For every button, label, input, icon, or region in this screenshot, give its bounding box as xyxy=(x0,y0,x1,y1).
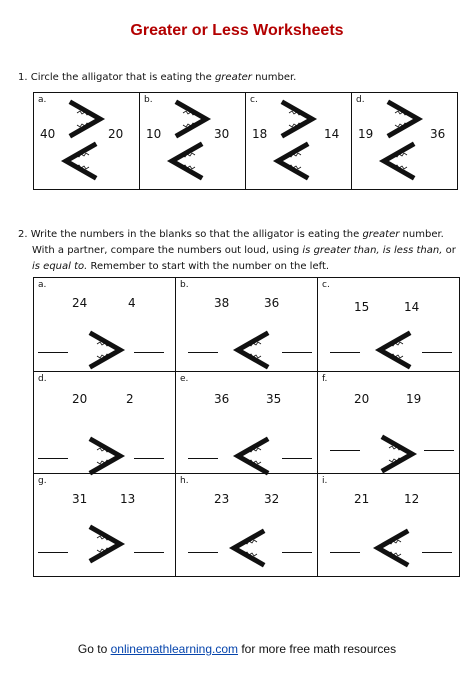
answer-blank-right[interactable] xyxy=(282,552,312,553)
q2-cell-label: e. xyxy=(180,374,189,384)
question-1-grid xyxy=(33,92,458,190)
question-2-line-1 xyxy=(18,227,468,243)
alligator-less-icon xyxy=(376,530,408,566)
answer-blank-right[interactable] xyxy=(422,352,452,353)
q1-cell-label: d. xyxy=(356,95,365,105)
question-1-instruction xyxy=(18,70,296,86)
q2-left-number: 20 xyxy=(72,392,88,406)
q1-cell-b xyxy=(140,93,246,190)
q2-cell-a xyxy=(34,278,176,372)
answer-blank-right[interactable] xyxy=(134,458,164,459)
answer-blank-left[interactable] xyxy=(38,352,68,353)
q2-cell-b xyxy=(176,278,318,372)
q2-right-number: 19 xyxy=(406,392,422,406)
q1-left-number: 40 xyxy=(40,127,56,141)
answer-blank-right[interactable] xyxy=(282,458,312,459)
q2-left-number: 36 xyxy=(214,392,230,406)
q1-right-number: 14 xyxy=(324,127,340,141)
q1-left-number: 18 xyxy=(252,127,268,141)
answer-blank-right[interactable] xyxy=(134,352,164,353)
q2-cell-g xyxy=(34,474,176,577)
q2-right-number: 12 xyxy=(404,492,420,506)
alligator-greater-icon[interactable] xyxy=(282,101,314,137)
answer-blank-left[interactable] xyxy=(188,458,218,459)
q1-cell-a xyxy=(34,93,140,190)
q2-cell-label: h. xyxy=(180,476,189,486)
answer-blank-left[interactable] xyxy=(330,352,360,353)
q1-cell-label: a. xyxy=(38,95,47,105)
q2-right-number: 32 xyxy=(264,492,280,506)
alligator-less-icon[interactable] xyxy=(170,143,202,179)
footer-text-before: Go to xyxy=(77,642,111,656)
q1-left-number: 10 xyxy=(146,127,162,141)
alligator-less-icon[interactable] xyxy=(382,143,414,179)
q2-left-number: 31 xyxy=(72,492,88,506)
question-1-number: 1. xyxy=(18,72,28,83)
alligator-less-icon xyxy=(232,530,264,566)
q2-right-number: 35 xyxy=(266,392,282,406)
q2-left-number: 38 xyxy=(214,296,230,310)
question-2-line2-before: With a partner, compare the numbers out loud, using xyxy=(32,245,303,256)
answer-blank-left[interactable] xyxy=(188,552,218,553)
alligator-less-icon xyxy=(236,438,268,474)
footer-text-after: for more free math resources xyxy=(238,642,397,656)
q2-right-number: 13 xyxy=(120,492,136,506)
answer-blank-left[interactable] xyxy=(330,552,360,553)
q2-cell-i xyxy=(318,474,460,577)
q1-cell-c xyxy=(246,93,352,190)
q2-left-number: 24 xyxy=(72,296,88,310)
q2-right-number: 14 xyxy=(404,300,420,314)
q2-cell-d xyxy=(34,372,176,474)
q2-cell-e xyxy=(176,372,318,474)
question-1-text-emph: greater xyxy=(214,72,252,83)
footer-link[interactable]: onlinemathlearning.com xyxy=(110,642,239,656)
q2-cell-label: c. xyxy=(322,280,330,290)
alligator-less-icon xyxy=(236,332,268,368)
q1-right-number: 30 xyxy=(214,127,230,141)
question-2-line2-emph2: is less than, xyxy=(382,245,443,256)
q2-cell-label: g. xyxy=(38,476,47,486)
q2-left-number: 20 xyxy=(354,392,370,406)
q2-cell-c xyxy=(318,278,460,372)
q2-cell-h xyxy=(176,474,318,577)
answer-blank-left[interactable] xyxy=(188,352,218,353)
q2-right-number: 36 xyxy=(264,296,280,310)
alligator-greater-icon[interactable] xyxy=(176,101,208,137)
question-2-line2-emph1: is greater than, xyxy=(302,245,380,256)
question-2-line1-before: Write the numbers in the blanks so that the alligator is eating the xyxy=(30,229,363,240)
q2-cell-label: b. xyxy=(180,280,189,290)
question-2-line3-after: Remember to start with the number on the left. xyxy=(87,261,330,272)
q2-left-number: 23 xyxy=(214,492,230,506)
question-2-grid xyxy=(33,277,460,577)
question-2-number: 2. xyxy=(18,229,28,240)
question-2-line-2 xyxy=(18,243,468,259)
q1-cell-label: c. xyxy=(250,95,258,105)
alligator-less-icon[interactable] xyxy=(64,143,96,179)
answer-blank-left[interactable] xyxy=(330,450,360,451)
question-2-line3-emph: is equal to. xyxy=(32,261,88,272)
q1-cell-label: b. xyxy=(144,95,153,105)
question-2-instruction xyxy=(18,227,468,275)
q1-right-number: 36 xyxy=(430,127,446,141)
answer-blank-left[interactable] xyxy=(38,458,68,459)
alligator-greater-icon[interactable] xyxy=(70,101,102,137)
q2-left-number: 21 xyxy=(354,492,370,506)
question-1-text-after: number. xyxy=(251,72,297,83)
alligator-greater-icon xyxy=(90,332,122,368)
alligator-greater-icon xyxy=(382,436,414,472)
q2-cell-label: d. xyxy=(38,374,47,384)
q2-cell-label: a. xyxy=(38,280,47,290)
q2-right-number: 4 xyxy=(128,296,136,310)
q2-cell-label: f. xyxy=(322,374,328,384)
q1-right-number: 20 xyxy=(108,127,124,141)
q1-left-number: 19 xyxy=(358,127,374,141)
footer xyxy=(0,642,474,656)
question-2-line2-after: or xyxy=(442,245,456,256)
alligator-greater-icon[interactable] xyxy=(388,101,420,137)
q1-cell-d xyxy=(352,93,458,190)
alligator-less-icon[interactable] xyxy=(276,143,308,179)
q2-right-number: 2 xyxy=(126,392,134,406)
alligator-greater-icon xyxy=(90,438,122,474)
question-2-line-3 xyxy=(18,259,468,275)
question-2-line1-after: number. xyxy=(399,229,444,240)
q2-cell-f xyxy=(318,372,460,474)
answer-blank-right[interactable] xyxy=(422,552,452,553)
answer-blank-right[interactable] xyxy=(424,450,454,451)
answer-blank-right[interactable] xyxy=(134,552,164,553)
question-2-line1-emph: greater xyxy=(362,229,400,240)
alligator-greater-icon xyxy=(90,526,122,562)
alligator-less-icon xyxy=(378,332,410,368)
q2-left-number: 15 xyxy=(354,300,370,314)
question-1-text-before: Circle the alligator that is eating the xyxy=(30,72,215,83)
page-title: Greater or Less Worksheets xyxy=(130,22,344,39)
q2-cell-label: i. xyxy=(322,476,328,486)
answer-blank-right[interactable] xyxy=(282,352,312,353)
answer-blank-left[interactable] xyxy=(38,552,68,553)
